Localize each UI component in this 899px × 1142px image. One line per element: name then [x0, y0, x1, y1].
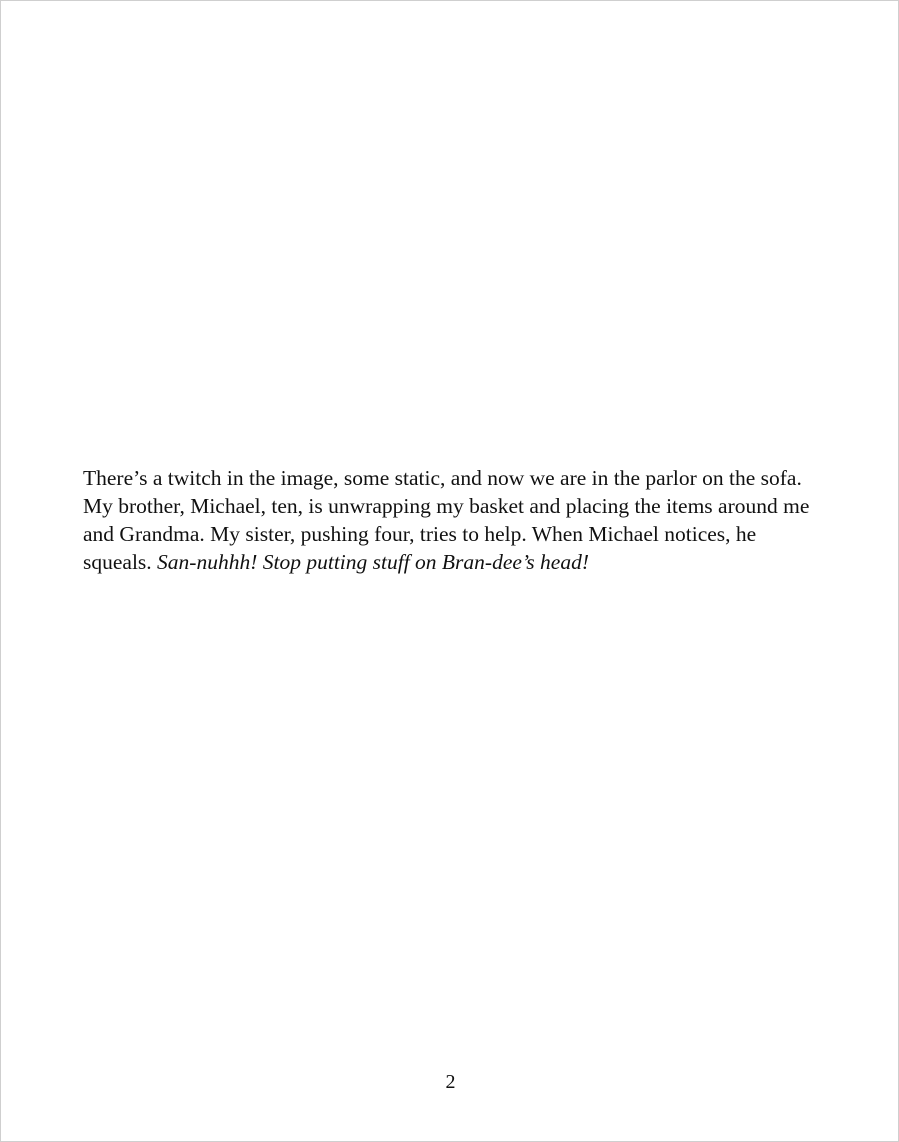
- paragraph-text: There’s a twitch in the image, some static, and now we are in the parlor on the sofa. My brother, Michael, ten, is unwrapping my basket and placing the items around me and Grandma. My sister, pushing four, tries to help. When Michael notices, he squeals.: [83, 466, 810, 574]
- page-number: 2: [445, 1071, 456, 1093]
- body-paragraph: [83, 464, 813, 576]
- paragraph-italic-speech: San-nuhhh! Stop putting stuff on Bran-dee’s head!: [157, 550, 589, 574]
